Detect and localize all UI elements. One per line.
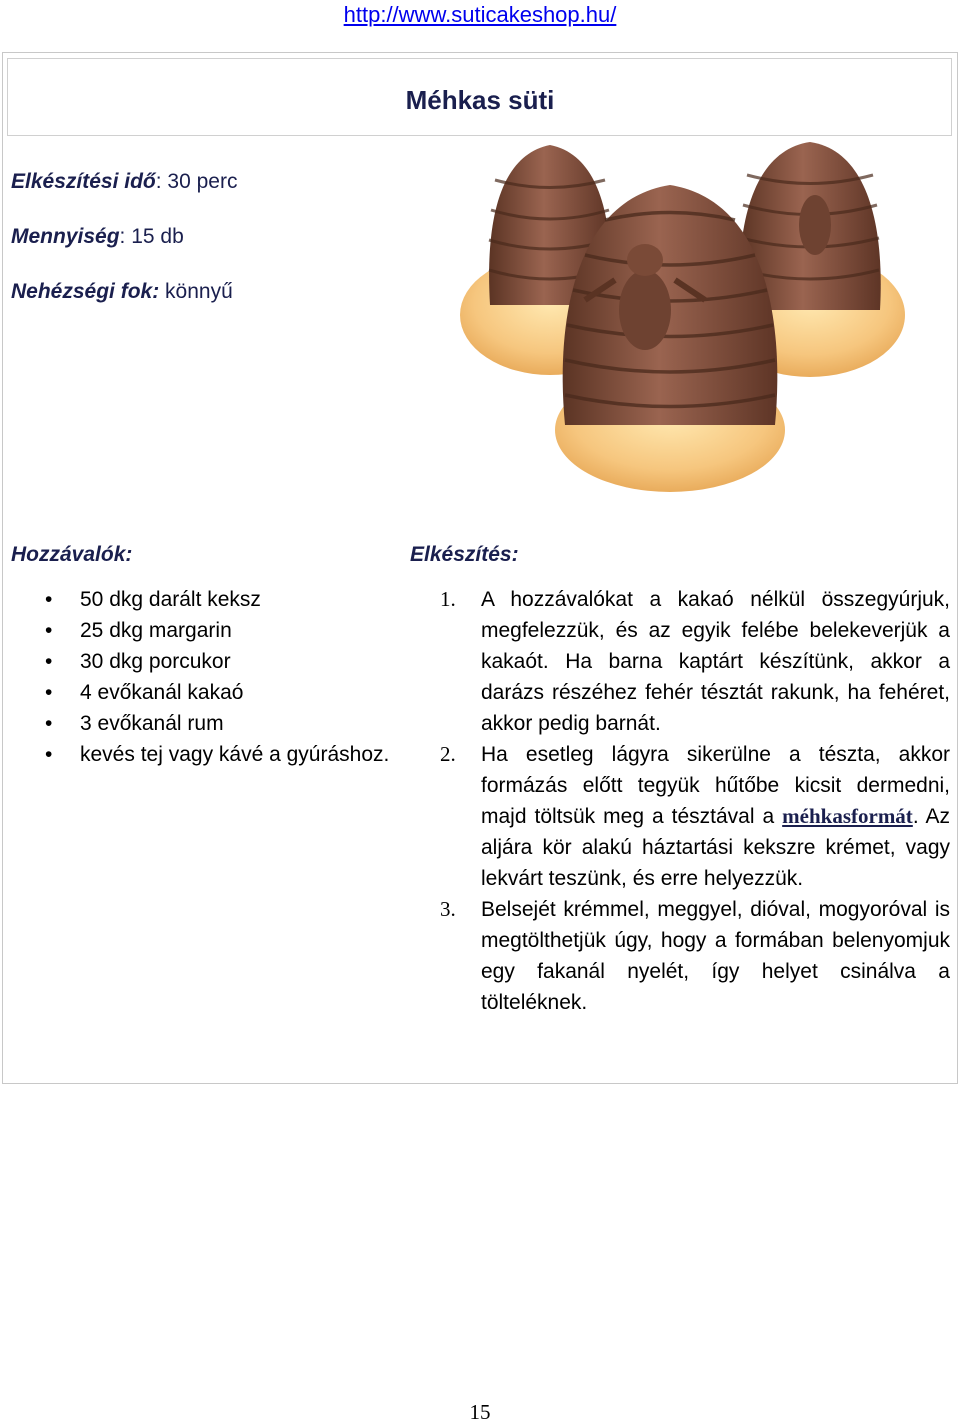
mold-link[interactable]: méhkasformát [782, 804, 913, 828]
ingredient-text: kevés tej vagy kávé a gyúráshoz. [80, 743, 390, 766]
ingredient-item [45, 584, 398, 615]
step-number: 3. [440, 897, 456, 921]
ingredients-heading: Hozzávalók: [11, 543, 133, 566]
recipe-photo [455, 140, 915, 500]
step-number: 2. [440, 742, 456, 766]
ingredient-text: 25 dkg margarin [80, 619, 232, 642]
ingredient-text: 50 dkg darált keksz [80, 588, 261, 611]
bullet-icon: • [45, 712, 53, 735]
ingredient-text: 3 evőkanál rum [80, 712, 224, 735]
ingredient-item [45, 708, 398, 739]
ingredient-item [45, 646, 398, 677]
step-item [440, 739, 950, 894]
step-text-after: . Az aljára kör alakú háztartási kekszre krémet, vagy lekvárt teszünk, és erre helyezzük. [481, 805, 950, 890]
ingredient-item [45, 677, 398, 708]
bullet-icon: • [45, 681, 53, 704]
step-text: Belsejét krémmel, meggyel, dióval, mogyoróval is megtölthetjük úgy, hogy a formában belenyomjuk egy fakanál nyelét, így helyet csinálva a tölteléknek. [481, 898, 950, 1014]
meta-label: Nehézségi fok: [11, 280, 160, 303]
meta-label: Elkészítési idő [11, 170, 156, 193]
step-item [440, 584, 950, 739]
step-text: A hozzávalókat a kakaó nélkül összegyúrjuk, megfelezzük, és az egyik felébe belekeverjük a kakaót. Ha barna kaptárt készítünk, akkor a darázs részéhez fehér tésztát rakunk, ha fehéret, akkor pedig barnát. [481, 588, 950, 735]
step-number: 1. [440, 587, 456, 611]
meta-value: könnyű [159, 280, 233, 303]
meta-value: : 30 perc [155, 170, 238, 193]
ingredient-text: 4 evőkanál kakaó [80, 681, 244, 704]
bullet-icon: • [45, 743, 53, 766]
meta-quantity [11, 225, 184, 249]
ingredient-item [45, 739, 398, 770]
ingredient-item [45, 615, 398, 646]
meta-difficulty [11, 280, 233, 304]
bullet-icon: • [45, 619, 53, 642]
steps-list [440, 584, 950, 1018]
step-item [440, 894, 950, 1018]
recipe-title: Méhkas süti [405, 85, 555, 115]
bullet-icon: • [45, 588, 53, 611]
steps-heading: Elkészítés: [410, 543, 519, 566]
meta-value: : 15 db [119, 225, 184, 248]
ingredients-list [45, 584, 398, 770]
site-url-link[interactable]: http://www.suticakeshop.hu/ [343, 2, 617, 27]
ingredient-text: 30 dkg porcukor [80, 650, 231, 673]
page-number: 15 [469, 1400, 491, 1424]
meta-prep-time [11, 170, 237, 194]
step-text: Ha esetleg lágyra sikerülne a tészta, akkor formázás előtt tegyük hűtőbe kicsit dermedni, majd töltsük meg a tésztával a [481, 743, 950, 828]
bullet-icon: • [45, 650, 53, 673]
meta-label: Mennyiség [11, 225, 120, 248]
